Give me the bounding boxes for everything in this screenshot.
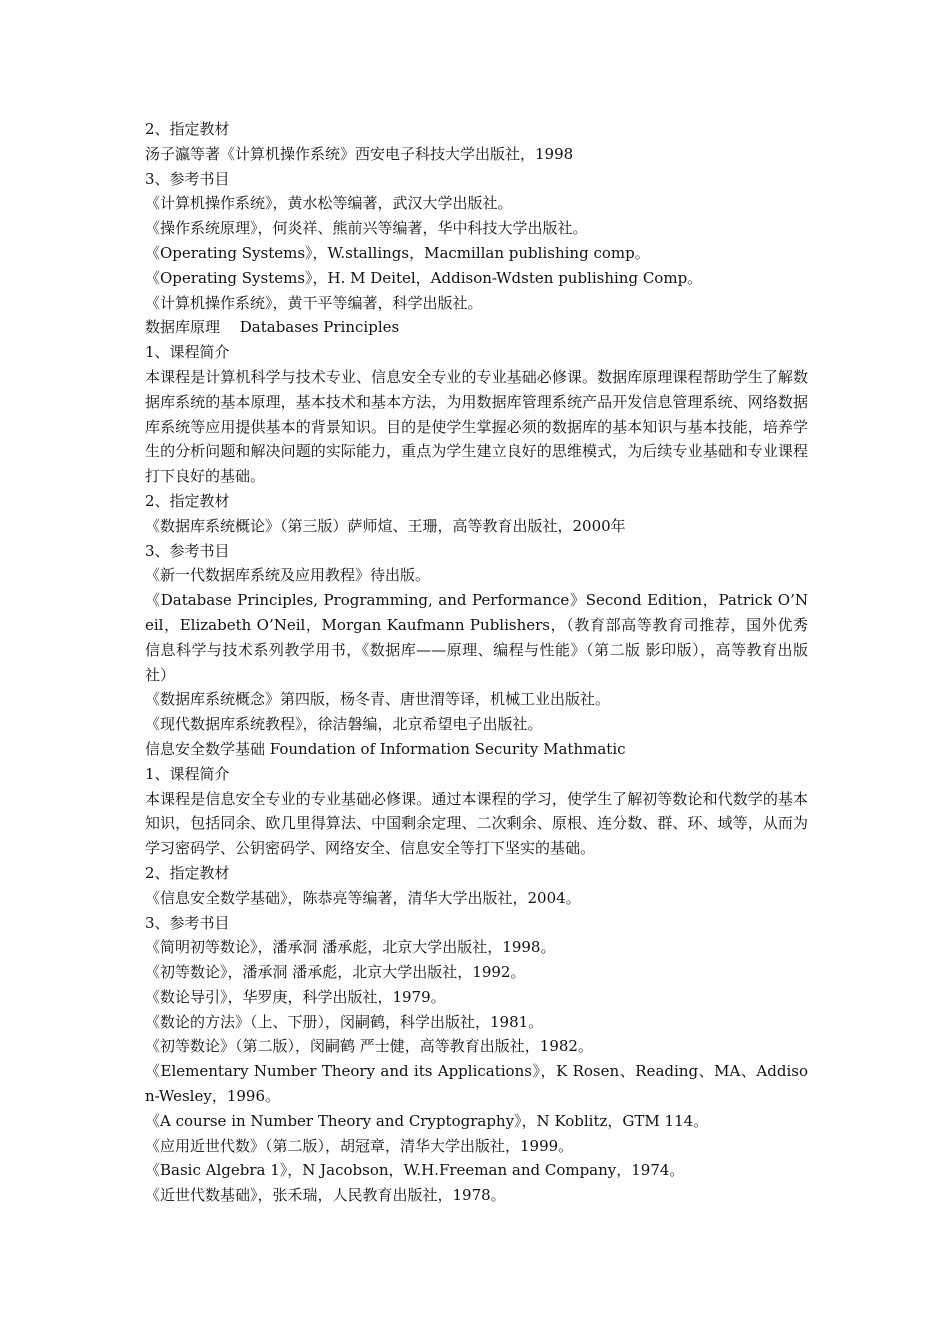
- math-references-heading: 3、参考书目: [145, 913, 230, 932]
- math-reference-item: 《A course in Number Theory and Cryptography》，N Koblitz，GTM 114。: [145, 1111, 709, 1130]
- db-textbook: 《数据库系统概论》（第三版）萨师煊、王珊，高等教育出版社，2000年: [145, 516, 626, 535]
- math-reference-item: 《Basic Algebra 1》，N Jacobson，W.H.Freeman and Company，1974。: [145, 1161, 685, 1180]
- math-reference-item: 《应用近世代数》（第二版），胡冠章，清华大学出版社，1999。: [145, 1136, 574, 1155]
- db-reference-item: 《现代数据库系统教程》，徐洁磐编，北京希望电子出版社。: [145, 715, 543, 734]
- math-reference-item: 《数论导引》，华罗庚，科学出版社，1979。: [145, 987, 446, 1006]
- math-textbook-heading: 2、指定教材: [145, 863, 230, 882]
- math-reference-item: 《简明初等数论》，潘承洞 潘承彪，北京大学出版社，1998。: [145, 938, 556, 957]
- db-reference-item: 《Database Principles, Programming, and Performance》Second Edition，Patrick O’Neil，Elizabeth O’Neil，Morgan Kaufmann Publishers，（教育部高等教育司推荐，国外优秀信息科学与技术系列教学用书，《数据库——原理、编程与性能》（第二版 影印版），高等教育出版社）: [145, 591, 808, 684]
- math-intro-heading: 1、课程简介: [145, 764, 230, 783]
- os-reference-item: 《计算机操作系统》，黄干平等编著，科学出版社。: [145, 293, 483, 312]
- os-textbook-heading: 2、指定教材: [145, 120, 230, 138]
- db-course-title: 数据库原理 Databases Principles: [145, 318, 400, 337]
- os-reference-item: 《Operating Systems》，H. M Deitel，Addison-Wdsten publishing Comp。: [145, 268, 703, 287]
- math-reference-item: 《初等数论》，潘承洞 潘承彪，北京大学出版社，1992。: [145, 963, 526, 982]
- os-textbook: 汤子瀛等著《计算机操作系统》西安电子科技大学出版社，1998: [145, 144, 574, 163]
- math-course-title: 信息安全数学基础 Foundation of Information Security Mathmatic: [145, 739, 626, 758]
- math-textbook: 《信息安全数学基础》，陈恭亮等编著，清华大学出版社，2004。: [145, 888, 581, 907]
- db-references-heading: 3、参考书目: [145, 541, 230, 560]
- db-reference-item: 《新一代数据库系统及应用教程》待出版。: [145, 566, 431, 585]
- os-references-heading: 3、参考书目: [145, 169, 230, 188]
- os-reference-item: 《Operating Systems》，W.stallings，Macmillan publishing comp。: [145, 243, 650, 262]
- os-reference-item: 《操作系统原理》，何炎祥、熊前兴等编著，华中科技大学出版社。: [145, 219, 588, 238]
- math-intro-paragraph: 本课程是信息安全专业的专业基础必修课。通过本课程的学习，使学生了解初等数论和代数学的基本知识，包括同余、欧几里得算法、中国剩余定理、二次剩余、原根、连分数、群、环、域等，从而为学习密码学、公钥密码学、网络安全、信息安全等打下坚实的基础。: [145, 789, 808, 858]
- os-reference-item: 《计算机操作系统》，黄水松等编著，武汉大学出版社。: [145, 194, 513, 213]
- math-reference-item: 《Elementary Number Theory and its Applications》，K Rosen、Reading、MA、Addison-Wesley，1996。: [145, 1062, 808, 1106]
- db-reference-item: 《数据库系统概念》第四版，杨冬青、唐世渭等译，机械工业出版社。: [145, 690, 611, 709]
- db-intro-paragraph: 本课程是计算机科学与技术专业、信息安全专业的专业基础必修课。数据库原理课程帮助学生了解数据库系统的基本原理，基本技术和基本方法，为用数据库管理系统产品开发信息管理系统、网络数据库系统等应用提供基本的背景知识。目的是使学生掌握必须的数据库的基本知识与基本技能，培养学生的分析问题和解决问题的实际能力，重点为学生建立良好的思维模式，为后续专业基础和专业课程打下良好的基础。: [145, 367, 808, 486]
- db-intro-heading: 1、课程简介: [145, 343, 230, 362]
- math-reference-item: 《数论的方法》（上、下册），闵嗣鹤，科学出版社，1981。: [145, 1012, 544, 1031]
- math-reference-item: 《近世代数基础》，张禾瑞，人民教育出版社，1978。: [145, 1186, 506, 1205]
- document-body: [145, 117, 808, 1208]
- math-reference-item: 《初等数论》（第二版），闵嗣鹤 严士健，高等教育出版社，1982。: [145, 1037, 593, 1056]
- db-textbook-heading: 2、指定教材: [145, 491, 230, 510]
